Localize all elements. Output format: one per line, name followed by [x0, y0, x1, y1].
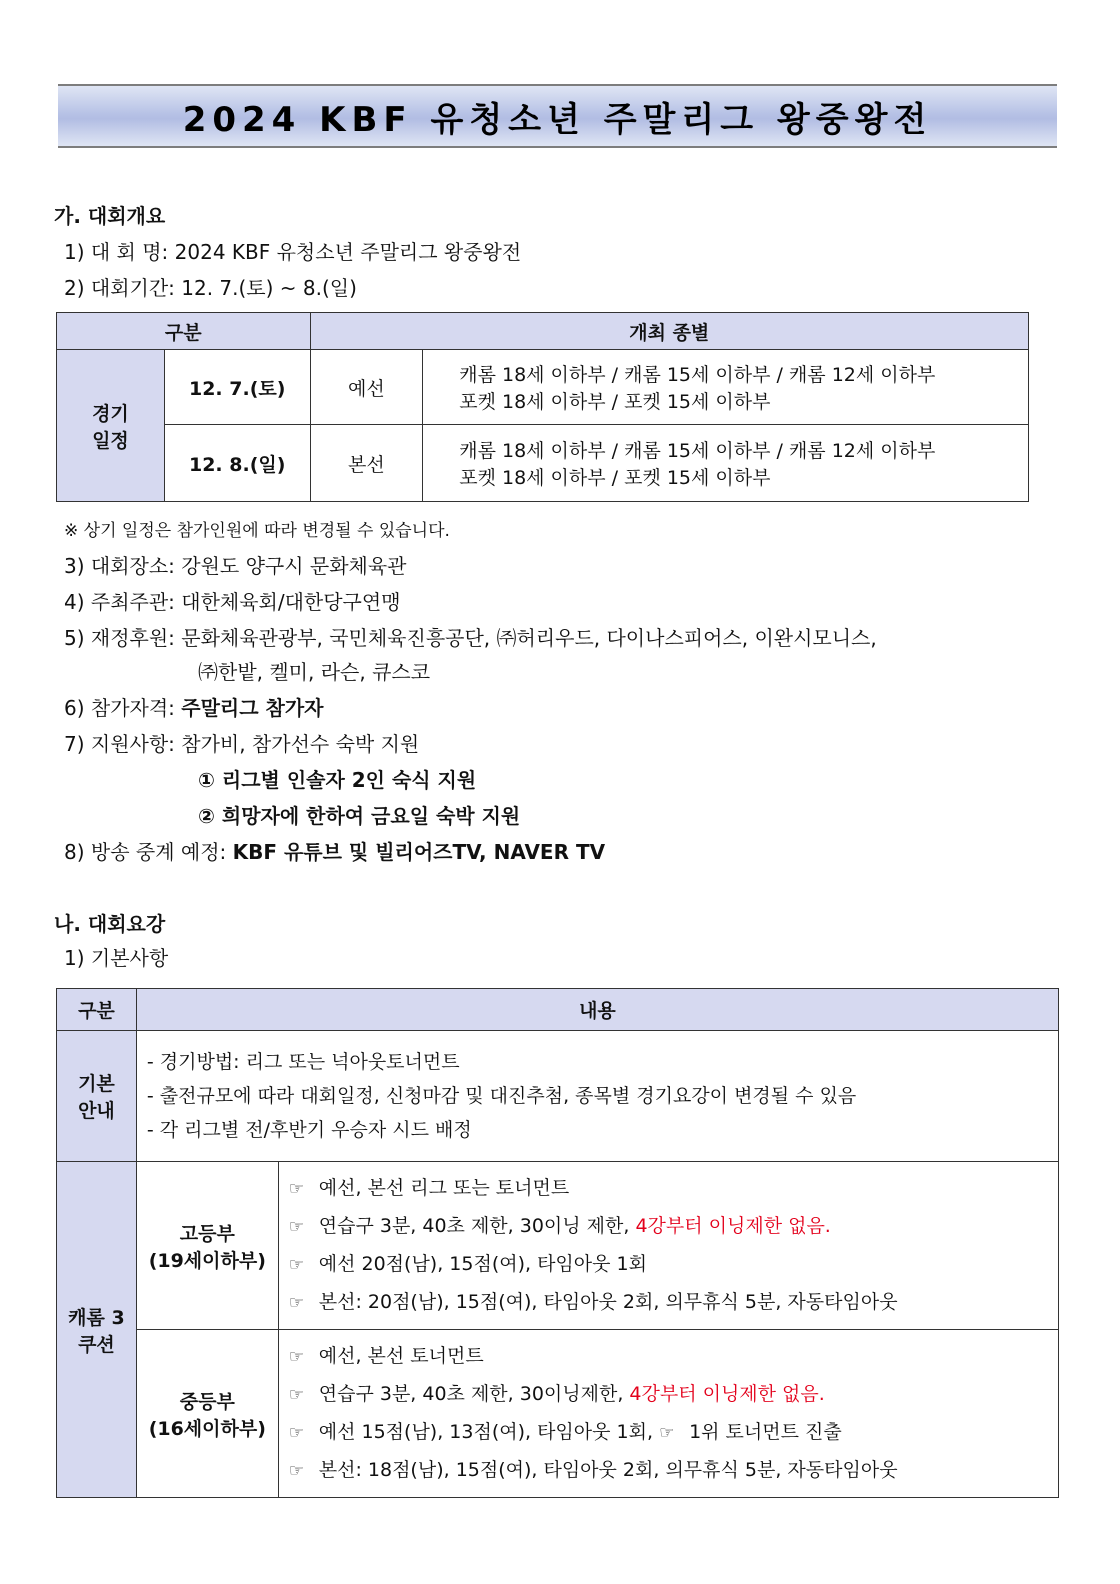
- pointing-hand-icon: ☞: [288, 1422, 304, 1443]
- section-a-heading: 가. 대회개요: [54, 204, 166, 228]
- basic-info-content: [136, 1031, 1058, 1162]
- broadcast-label: 8) 방송 중계 예정:: [64, 840, 233, 864]
- pointing-hand-icon: ☞: [288, 1178, 304, 1199]
- basic-info-line: - 경기방법: 리그 또는 넉아웃토너먼트: [146, 1051, 460, 1073]
- division-middle-rules: [278, 1330, 1058, 1498]
- item-eligibility: [64, 692, 323, 721]
- basic-info-line: - 각 리그별 전/후반기 우승자 시드 배정: [146, 1119, 472, 1141]
- rule-line: ☞ 예선, 본선 토너먼트: [289, 1338, 1058, 1376]
- rule-line: ☞ 연습구 3분, 40초 제한, 30이닝 제한, 4강부터 이닝제한 없음.: [289, 1208, 1058, 1246]
- item-venue: 3) 대회장소: 강원도 양구시 문화체육관: [64, 554, 407, 578]
- pointing-hand-icon: ☞: [288, 1384, 304, 1405]
- rule-line: ☞ 본선: 18점(남), 15점(여), 타임아웃 2회, 의무휴식 5분, 자동타임아웃: [289, 1452, 1058, 1490]
- item-sponsors-cont: ㈜한밭, 켈미, 라슨, 큐스코: [198, 660, 431, 684]
- pointing-hand-icon: ☞: [288, 1254, 304, 1275]
- support-sub-2: ② 희망자에 한하여 금요일 숙박 지원: [198, 804, 521, 828]
- division-high: [136, 1162, 278, 1330]
- division-name: 중등부: [179, 1390, 235, 1413]
- schedule-table: [56, 312, 1029, 502]
- rule-highlight: 4강부터 이닝제한 없음.: [629, 1382, 825, 1405]
- pointing-hand-icon: ☞: [659, 1422, 675, 1443]
- schedule-stage: 예선: [310, 350, 423, 425]
- division-age: (19세이하부): [148, 1249, 266, 1272]
- division-high-rules: [278, 1162, 1058, 1330]
- division-middle: [136, 1330, 278, 1498]
- eligibility-value: 주말리그 참가자: [181, 696, 324, 720]
- schedule-events-line: 캐롬 18세 이하부 / 캐롬 15세 이하부 / 캐롬 12세 이하부: [459, 440, 936, 462]
- schedule-header-category: 구분: [57, 313, 311, 350]
- pointing-hand-icon: ☞: [288, 1216, 304, 1237]
- item-basics: 1) 기본사항: [64, 946, 169, 970]
- schedule-events: [423, 350, 1029, 425]
- pointing-hand-icon: ☞: [288, 1460, 304, 1481]
- support-sub-1: ① 리그별 인솔자 2인 숙식 지원: [198, 768, 477, 792]
- rule-line: ☞ 예선 20점(남), 15점(여), 타임아웃 1회: [289, 1246, 1058, 1284]
- item-broadcast: [64, 836, 605, 865]
- rules-header-category: 구분: [57, 989, 137, 1031]
- pointing-hand-icon: ☞: [288, 1346, 304, 1367]
- rule-line: ☞ 본선: 20점(남), 15점(여), 타임아웃 2회, 의무휴식 5분, 자동타임아웃: [289, 1284, 1058, 1322]
- schedule-header-events: 개최 종별: [310, 313, 1028, 350]
- eligibility-label: 6) 참가자격:: [64, 696, 182, 720]
- rule-highlight: 4강부터 이닝제한 없음.: [635, 1214, 831, 1237]
- division-name: 고등부: [179, 1222, 235, 1245]
- basic-info-label: 기본 안내: [57, 1031, 137, 1162]
- item-competition-name: 1) 대 회 명: 2024 KBF 유청소년 주말리그 왕중왕전: [64, 240, 522, 264]
- item-support: 7) 지원사항: 참가비, 참가선수 숙박 지원: [64, 732, 420, 756]
- schedule-events-line: 캐롬 18세 이하부 / 캐롬 15세 이하부 / 캐롬 12세 이하부: [459, 364, 936, 386]
- page-title: 2024 KBF 유청소년 주말리그 왕중왕전: [182, 99, 933, 140]
- title-banner: [58, 84, 1057, 148]
- division-age: (16세이하부): [148, 1417, 266, 1440]
- rules-table: [56, 988, 1059, 1498]
- item-sponsors: 5) 재정후원: 문화체육관광부, 국민체육진흥공단, ㈜허리우드, 다이나스피어스, 이완시모니스,: [64, 626, 877, 650]
- section-b-heading: 나. 대회요강: [54, 912, 166, 936]
- rule-line: ☞ 연습구 3분, 40초 제한, 30이닝제한, 4강부터 이닝제한 없음.: [289, 1376, 1058, 1414]
- item-organizer: 4) 주최주관: 대한체육회/대한당구연맹: [64, 590, 401, 614]
- schedule-stage: 본선: [310, 425, 423, 502]
- schedule-date: 12. 7.(토): [164, 350, 310, 425]
- basic-info-line: - 출전규모에 따라 대회일정, 신청마감 및 대진추첨, 종목별 경기요강이 변경될 수 있음: [146, 1085, 857, 1107]
- schedule-events-line: 포켓 18세 이하부 / 포켓 15세 이하부: [459, 391, 771, 413]
- schedule-events-line: 포켓 18세 이하부 / 포켓 15세 이하부: [459, 467, 771, 489]
- schedule-events: [423, 425, 1029, 502]
- schedule-note: ※ 상기 일정은 참가인원에 따라 변경될 수 있습니다.: [64, 521, 450, 541]
- schedule-row-header: 경기 일정: [57, 350, 165, 502]
- rule-line: ☞ 예선 15점(남), 13점(여), 타임아웃 1회, ☞ 1위 토너먼트 진출: [289, 1414, 1058, 1452]
- rules-header-content: 내용: [136, 989, 1058, 1031]
- broadcast-value: KBF 유튜브 및 빌리어즈TV, NAVER TV: [232, 840, 606, 864]
- rule-line: ☞ 예선, 본선 리그 또는 토너먼트: [289, 1170, 1058, 1208]
- item-competition-period: 2) 대회기간: 12. 7.(토) ~ 8.(일): [64, 276, 357, 300]
- schedule-date: 12. 8.(일): [164, 425, 310, 502]
- pointing-hand-icon: ☞: [288, 1292, 304, 1313]
- carom-label: 캐롬 3쿠션: [57, 1162, 137, 1498]
